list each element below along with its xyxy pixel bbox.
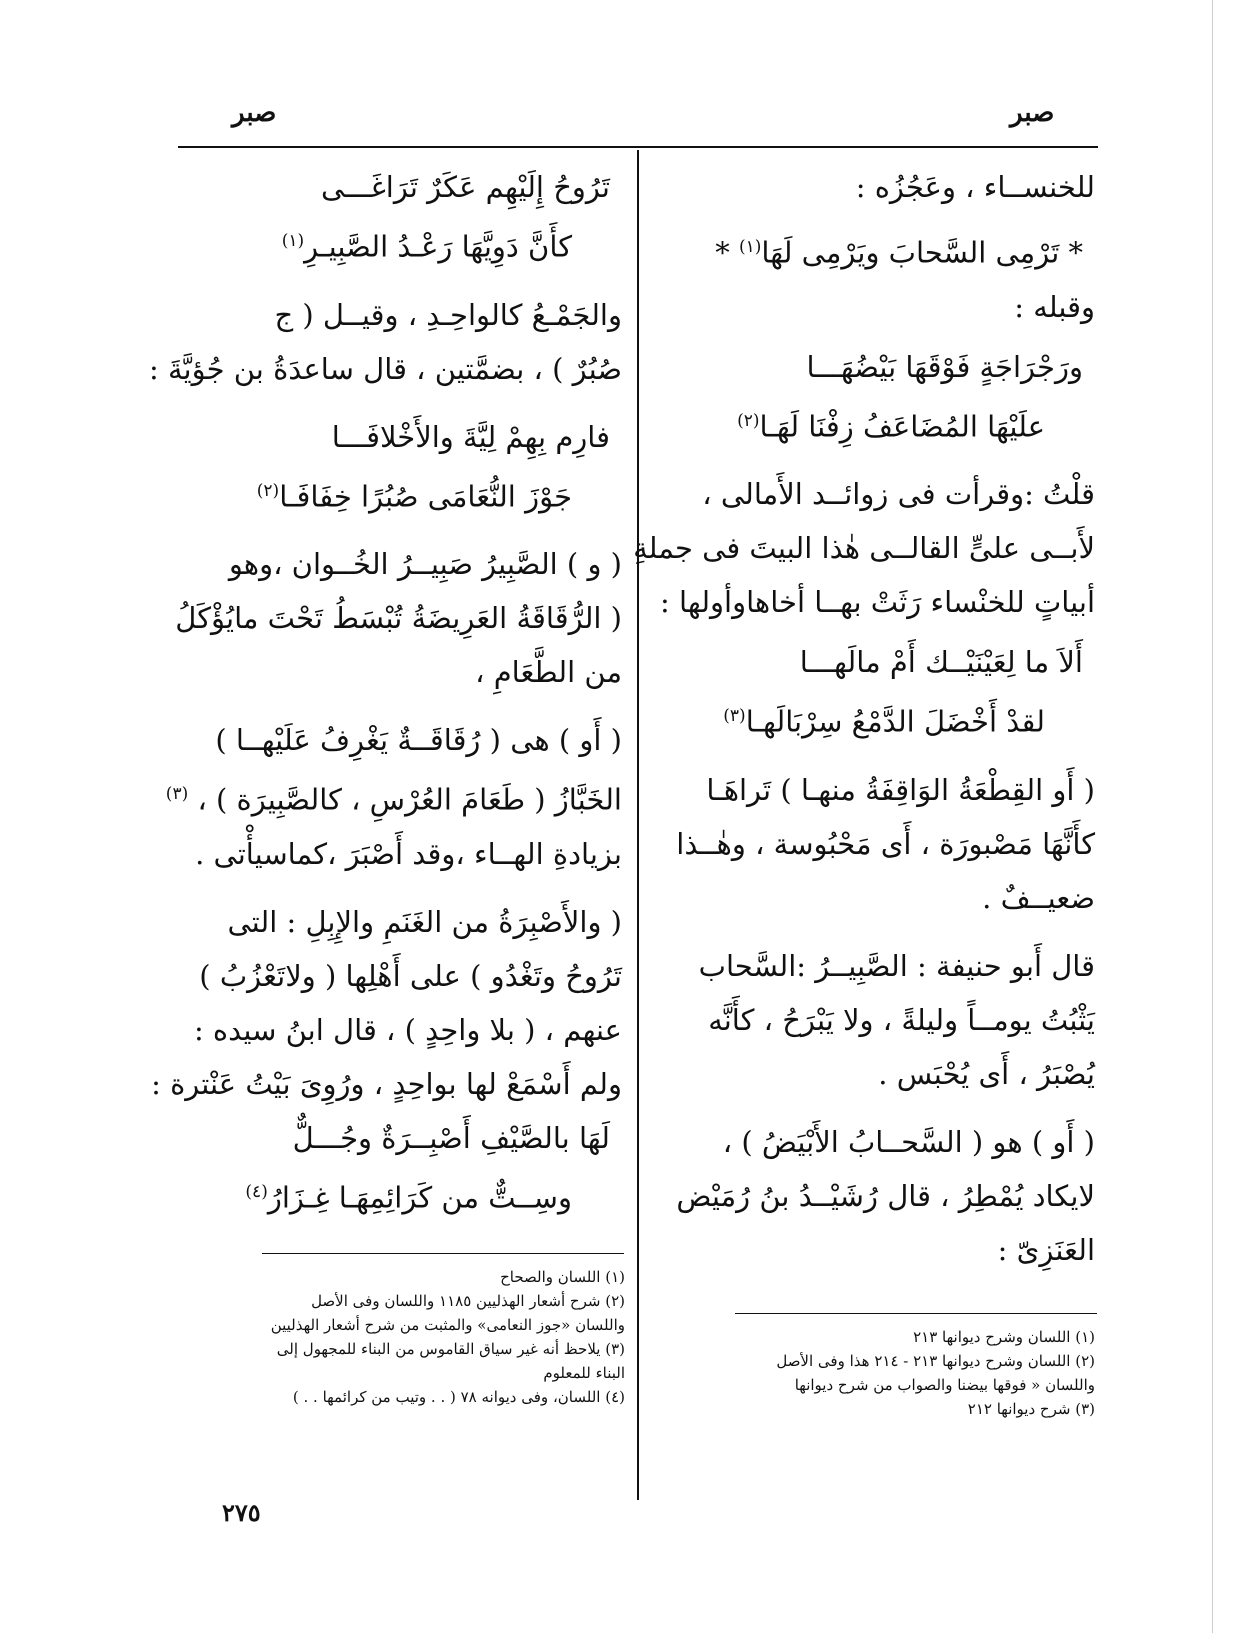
text-line: قلْتُ :وقرأت فى زوائــد الأَمالى ،: [702, 477, 1095, 512]
text-line: ضعيــفٌ .: [982, 880, 1095, 915]
text-line: لايكاد يُمْطِرُ ، قال رُشَيْــدُ بنُ رُمَيْض: [676, 1178, 1095, 1213]
text-line: ولم أَسْمَعْ لها بواحِدٍ ، ورُوِىَ بَيْتُ عَنْترة :: [151, 1066, 622, 1101]
verse-line: علَيْهَا المُضَاعَفُ زِفْنَا لَهَـا$^{(٢)}$: [737, 409, 1045, 444]
verse-line: كأَنَّ دَوِيَّهَا رَعْـدُ الصَّبِيـرِ$^{(١)}$: [281, 229, 572, 264]
text-line: وقبله :: [1014, 289, 1095, 324]
verse-line: وسِــتٌّ من كَرَائِمِهَـا غِـزَارُ$^{(٤)}$: [245, 1180, 572, 1215]
left-column: [148, 160, 622, 1225]
header-rule: [178, 146, 1098, 148]
text-line: للخنســاء ، وعَجُزُه :: [855, 170, 1095, 204]
verse-line: تَرُوحُ إِلَيْهِم عَكَرٌ تَرَاغَـــى: [320, 170, 610, 204]
footnote: (٢) شرح أشعار الهذليين ١١٨٥ واللسان وفى الأصل: [311, 1292, 625, 1310]
footnote-rule-left: [262, 1253, 624, 1254]
text-line: والجَمْـعُ كالواحِـدِ ، وقيــل ( ج: [274, 297, 622, 332]
text-line: قال أَبو حنيفة : الصَّبِيــرُ :السَّحاب: [698, 948, 1095, 983]
verse-line: أَلاَ ما لِعَيْنَيْــك أَمْ مالَهـــا: [799, 645, 1083, 680]
footnote: (١) اللسان وشرح ديوانها ٢١٣: [913, 1328, 1095, 1346]
footnote: واللسان « فوقها بيضنا والصواب من شرح ديوانها: [794, 1376, 1095, 1394]
column-divider: [637, 150, 639, 1500]
text-line: ( أَو القِطْعَةُ الوَاقِفَةُ منهـا ) تَراهَـا: [706, 772, 1095, 807]
text-line: يَثْبُتُ يومــاً وليلةً ، ولا يَبْرَحُ ، كأَنَّه: [708, 1002, 1095, 1037]
footnotes-left: [170, 1265, 625, 1409]
footnote: البناء للمعلوم: [543, 1364, 625, 1382]
right-column: [633, 160, 1095, 1277]
text-line: ( الرُّقَاقَةُ العَرِيضَةُ تُبْسَطُ تَحْتَ مايُؤْكَلُ: [175, 601, 622, 636]
verse-line: * تَرْمِى السَّحابَ ويَرْمِى لَهَا$^{(١)}$ *: [715, 235, 1083, 270]
text-line: من الطَّعَامِ ،: [475, 655, 622, 690]
verse-line: ورَجْرَاجَةٍ فَوْقَهَا بَيْضُهَـــا: [806, 349, 1083, 384]
verse-line: لَهَا بالصَّيْفِ أَصْبِــرَةٌ وجُـــلٌّ: [292, 1120, 610, 1155]
text-line: أبياتٍ للخنْساء رَثَتْ بهــا أخاهاوأولها :: [660, 585, 1095, 620]
header-word-right: صبر: [1010, 98, 1055, 128]
page-number: ٢٧٥: [222, 1498, 261, 1527]
scan-edge-line: [1212, 0, 1213, 1633]
text-line: بزيادةِ الهــاء ،وقد أَصْبَرَ ،كماسيأْتى .: [195, 836, 622, 871]
text-line: الخَبَّازُ ( طَعَامَ العُرْسِ ، كالصَّبِيرَة ) ، $^{(٣)}$: [165, 782, 622, 817]
footnotes-right: [665, 1325, 1095, 1421]
text-line: ( أَو ) هى ( رُقَاقَــةٌ يَغْرِفُ عَلَيْهــا ): [215, 723, 622, 758]
text-line: ( أَو ) هو ( السَّحــابُ الأَبْيَضُ ) ،: [722, 1124, 1095, 1159]
text-line: عنهم ، ( بلا واحِدٍ ) ، قال ابنُ سيده :: [193, 1012, 622, 1047]
header-word-left: صبر: [232, 98, 277, 128]
text-line: ( و ) الصَّبِيرُ صَبِيــرُ الخُــوان ،وهو: [228, 547, 622, 582]
verse-line: لقدْ أَخْضَلَ الدَّمْعُ سِرْبَالَهـا$^{(٣)}$: [723, 704, 1045, 739]
verse-line: جَوْزَ النُّعَامَى صُبُرًا خِفَافَـا$^{(٢)}$: [256, 479, 572, 514]
text-line: لأَبــى علىٍّ القالــى هٰذا البيتَ فى جملةِ: [633, 531, 1095, 566]
footnote-rule-right: [735, 1313, 1097, 1314]
text-line: العَنَزِىّ :: [997, 1232, 1095, 1267]
text-line: صُبُرٌ ) ، بضمَّتين ، قال ساعدَةُ بن جُؤيَّةَ :: [148, 351, 622, 386]
footnote: (٣) يلاحظ أنه غير سياق القاموس من البناء للمجهول إلى: [276, 1340, 625, 1358]
text-line: يُصْبَرُ ، أَى يُحْبَس .: [878, 1056, 1095, 1091]
text-line: ( والأَصْبِرَةُ من الغَنَمِ والإِبِلِ : التى: [227, 904, 622, 939]
text-line: تَرُوحُ وتَغْدُو ) على أَهْلِها ( ولاتَعْزُبُ ): [199, 958, 622, 993]
text-line: كأَنَّهَا مَصْبورَة ، أَى مَحْبُوسة ، وهٰــذا: [676, 826, 1095, 861]
verse-line: فارِم بِهِمْ لِيَّةَ والأَخْلافَـــا: [331, 419, 610, 454]
footnote: (٤) اللسان، وفى ديوانه ٧٨ ( . . وتيب من كرائمها . . ): [292, 1388, 625, 1406]
footnote: (١) اللسان والصحاح: [500, 1268, 625, 1286]
footnote: (٣) شرح ديوانها ٢١٢: [967, 1400, 1095, 1418]
footnote: (٢) اللسان وشرح ديوانها ٢١٣ - ٢١٤ هذا وفى الأصل: [776, 1352, 1095, 1370]
footnote: واللسان «جوز النعامى» والمثبت من شرح أشعار الهذليين: [270, 1316, 625, 1334]
